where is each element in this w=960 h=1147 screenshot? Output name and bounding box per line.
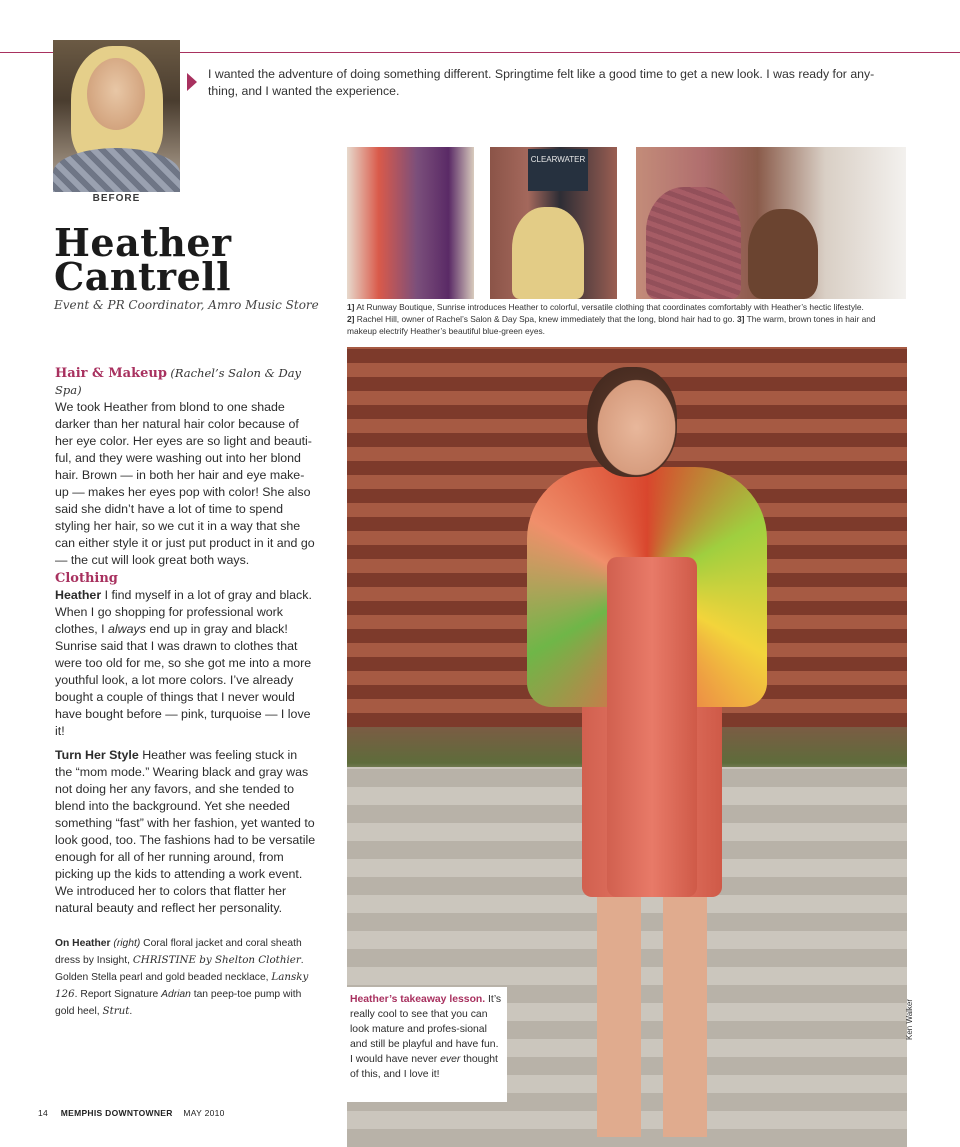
page-title <box>54 220 232 299</box>
salon-photo <box>490 147 617 299</box>
photo-credit: Ken Walker <box>905 998 914 1040</box>
name-last: Cantrell <box>54 254 232 299</box>
hair-makeup-section <box>55 365 317 569</box>
issue-date: MAY 2010 <box>183 1108 225 1118</box>
clothing-section <box>55 570 317 740</box>
hair-makeup-heading: Hair & Makeup <box>55 366 167 381</box>
takeaway-heading: Heather’s takeaway lesson. <box>350 994 486 1005</box>
name-first: Heather <box>54 220 232 265</box>
photo-caption: 1] At Runway Boutique, Sunrise introduces Heather to colorful, versatile clothing that coordinates comfortably with Heather’s hectic lifestyle. 2] Rachel Hill, owner of Rachel’s Salon & Day Spa, knew immediately that the long, blond hair had to go. 3] The warm, brown tones in hair and makeup electrify Heather’s beautiful blue-green eyes. <box>347 302 876 336</box>
intro-quote: I wanted the adventure of doing something different. Springtime felt like a good time to get a new look. I was ready for any-thing, and I wanted the experience. <box>208 67 875 98</box>
turn-her-style-section <box>55 747 317 917</box>
job-title: Event & PR Coordinator, Amro Music Store <box>54 298 319 312</box>
hair-makeup-text: We took Heather from blond to one shade darker than her natural hair color because of her eye color. Her eyes are so light and beauti-ful, and they were washing out into her blond hair. Brown — in both her hair and eye make-up — makes her eyes pop with color! She also said she didn’t have a lot of time to spend styling her hair, so we cut it in a way that she can either style it or just put product in it and go — the cut will look great both ways. <box>55 400 315 567</box>
outfit-credits: On Heather (right) Coral floral jacket and coral sheath dress by Insight, CHRISTINE by Shelton Clothier. Golden Stella pearl and gold beaded necklace, Lansky 126. Report Signature Adrian tan peep-toe pump with gold heel, Strut. <box>55 938 309 1017</box>
turn-her-style-text: Heather was feeling stuck in the “mom mode.” Wearing black and gray was not doing her any favors, and she tended to blend into the background. Yet she needed something “fast” with her fashion, yet wanted to look good, too. The fashions had to be versatile enough for all of her running around, from picking up the kids to attending a work event. We introduced her to colors that flatter her natural beauty and reflect her personality. <box>55 748 316 915</box>
quote-arrow-icon <box>187 73 197 91</box>
takeaway-box: Heather’s takeaway lesson. It’s really cool to see that you can look mature and profes-sional and still be playful and have fun. I would have never ever thought of this, and I love it! <box>347 987 507 1102</box>
before-label: BEFORE <box>92 193 141 204</box>
before-photo <box>53 40 180 192</box>
makeup-photo <box>636 147 906 299</box>
page-number: 14 <box>38 1108 49 1118</box>
clothing-text: Heather I find myself in a lot of gray and black. When I go shopping for professional work clothes, I always end up in gray and black! Sunrise said that I was drawn to clothes that were too old for me, so she got me into a more youthful look, a lot more colors. I’ve already bought a couple of things that I never would have bought before — pink, turquoise — I love it! <box>55 588 312 738</box>
clothing-heading: Clothing <box>55 571 118 586</box>
page-footer <box>38 1108 225 1118</box>
salon-sign: CLEARWATER <box>528 149 588 191</box>
magazine-name: MEMPHIS DOWNTOWNER <box>60 1108 173 1118</box>
boutique-photo <box>347 147 474 299</box>
turn-her-style-heading: Turn Her Style <box>55 748 139 762</box>
hair-makeup-salon: (Rachel’s Salon & Day Spa) <box>55 366 302 397</box>
